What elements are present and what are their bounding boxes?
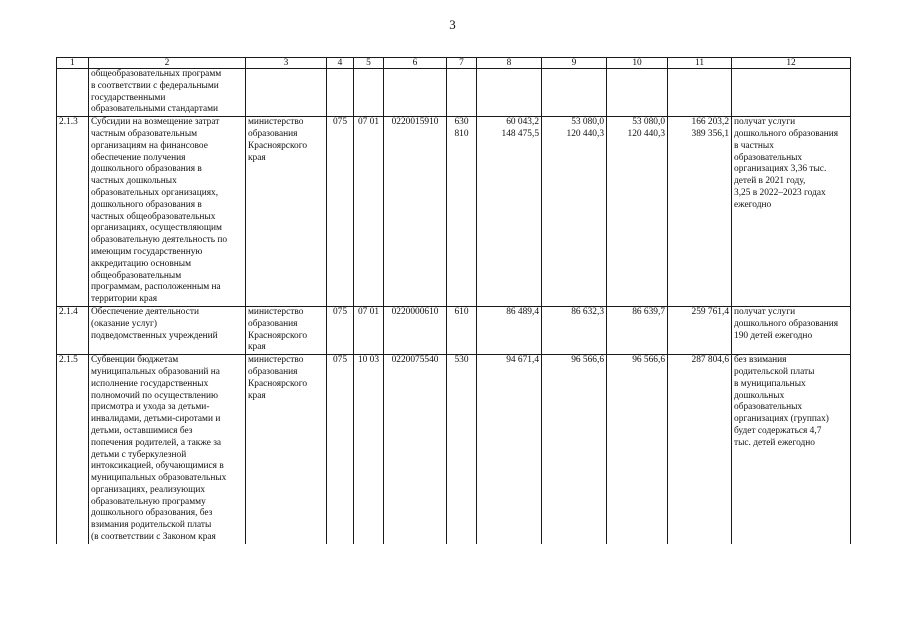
continuation-row xyxy=(57,69,851,117)
text-line: 630 xyxy=(454,117,469,128)
text-line: обеспечение получения xyxy=(91,152,186,163)
csr-cell: 0220015910 xyxy=(384,117,447,307)
year-2021-cell xyxy=(477,306,542,354)
text-line: частных общеобразовательных xyxy=(91,211,216,222)
text-line: организациях 3,36 тыс. xyxy=(734,164,827,175)
text-line: в частных xyxy=(734,140,774,151)
section-cell xyxy=(354,69,384,117)
text-line: исполнение государственных xyxy=(91,378,209,389)
text-line: образовательных xyxy=(734,402,803,413)
text-line: образовательных организациях, xyxy=(91,187,219,198)
text-line: 86 632,3 xyxy=(571,306,604,317)
year-2021-cell xyxy=(477,117,542,307)
text-line: края xyxy=(248,390,266,401)
csr-cell: 0220000610 xyxy=(384,306,447,354)
column-header: 10 xyxy=(607,58,668,69)
program-table xyxy=(56,57,851,544)
column-header: 12 xyxy=(732,58,851,69)
text-line: Субсидии на возмещение затрат xyxy=(91,117,220,128)
text-line: 810 xyxy=(454,128,469,139)
text-line: детьми с туберкулезной xyxy=(91,449,187,460)
vr-cell xyxy=(447,117,477,307)
section-cell: 07 01 xyxy=(354,117,384,307)
text-line: 610 xyxy=(454,306,469,317)
text-line: 166 203,2 xyxy=(691,117,729,128)
text-line: подведомственных учреждений xyxy=(91,330,218,341)
text-line: дошкольного образования в xyxy=(91,199,202,210)
text-line: без взимания xyxy=(734,355,787,366)
text-line: Красноярского xyxy=(248,378,308,389)
text-line: присмотра и ухода за детьми- xyxy=(91,402,210,413)
text-line: дошкольного образования xyxy=(734,318,839,329)
text-line: 94 671,4 xyxy=(506,355,539,366)
result-cell xyxy=(732,306,851,354)
text-line: взимания родительской платы xyxy=(91,520,212,531)
ministry-cell xyxy=(246,117,327,307)
text-line: Обеспечение деятельности xyxy=(91,306,200,317)
year-2021-cell xyxy=(477,355,542,544)
text-line: аккредитацию основным xyxy=(91,258,191,269)
grbs-cell: 075 xyxy=(327,355,354,544)
text-line: 3,25 в 2022–2023 годах xyxy=(734,187,826,198)
year-2023-cell xyxy=(607,355,668,544)
text-line: попечения родителей, а также за xyxy=(91,437,222,448)
total-cell xyxy=(668,355,732,544)
text-line: образования xyxy=(248,318,298,329)
text-line: 190 детей ежегодно xyxy=(734,330,813,341)
text-line: образовательную деятельность по xyxy=(91,235,228,246)
text-line: 120 440,3 xyxy=(627,128,665,139)
grbs-cell: 075 xyxy=(327,306,354,354)
text-line: в соответствии с федеральными xyxy=(91,80,219,91)
text-line: имеющим государственную xyxy=(91,246,203,257)
row-number-cell: 2.1.4 xyxy=(57,306,89,354)
text-line: интоксикацией, обучающимися в xyxy=(91,461,224,472)
text-line: получат услуги xyxy=(734,117,796,128)
result-cell xyxy=(732,355,851,544)
text-line: (в соответствии с Законом края xyxy=(91,532,216,543)
text-line: края xyxy=(248,152,266,163)
column-header: 9 xyxy=(542,58,607,69)
text-line: дошкольного образования xyxy=(734,128,839,139)
text-line: инвалидами, детьми-сиротами и xyxy=(91,414,221,425)
text-line: 259 761,4 xyxy=(691,306,729,317)
text-line: общеобразовательным xyxy=(91,270,182,281)
text-line: Красноярского xyxy=(248,140,308,151)
year-2022-cell xyxy=(542,69,607,117)
total-cell xyxy=(668,117,732,307)
text-line: министерство xyxy=(248,117,304,128)
text-line: дошкольного образования, без xyxy=(91,508,213,519)
text-line: организациях, осуществляющим xyxy=(91,223,222,234)
column-number-row xyxy=(57,58,851,69)
text-line: организациях, реализующих xyxy=(91,484,206,495)
text-line: дошкольных xyxy=(734,390,785,401)
column-header: 2 xyxy=(89,58,246,69)
table-row xyxy=(57,355,851,544)
row-number-cell xyxy=(57,69,89,117)
text-line: территории края xyxy=(91,294,158,305)
result-cell xyxy=(732,69,851,117)
text-line: частным образовательным xyxy=(91,128,198,139)
text-line: 120 440,3 xyxy=(566,128,604,139)
text-line: Субвенции бюджетам xyxy=(91,355,179,366)
text-line: министерство xyxy=(248,306,304,317)
text-line: организациях (группах) xyxy=(734,414,829,425)
ministry-cell xyxy=(246,355,327,544)
text-line: образовательную программу xyxy=(91,496,206,507)
text-line: края xyxy=(248,342,266,353)
column-header: 5 xyxy=(354,58,384,69)
table-row xyxy=(57,306,851,354)
text-line: образовательных xyxy=(734,152,803,163)
grbs-cell: 075 xyxy=(327,117,354,307)
column-header: 6 xyxy=(384,58,447,69)
text-line: 148 475,5 xyxy=(501,128,539,139)
text-line: муниципальных образовательных xyxy=(91,473,227,484)
text-line: программам, расположенным на xyxy=(91,282,221,293)
text-line: образования xyxy=(248,366,298,377)
text-line: 86 639,7 xyxy=(632,306,665,317)
text-line: государственными xyxy=(91,92,166,103)
measure-name-cell xyxy=(89,117,246,307)
text-line: будет содержаться 4,7 xyxy=(734,425,822,436)
column-header: 7 xyxy=(447,58,477,69)
total-cell xyxy=(668,69,732,117)
text-line: 53 080,0 xyxy=(632,117,665,128)
total-cell xyxy=(668,306,732,354)
text-line: 53 080,0 xyxy=(571,117,604,128)
measure-name-cell xyxy=(89,355,246,544)
year-2022-cell xyxy=(542,306,607,354)
row-number-cell: 2.1.5 xyxy=(57,355,89,544)
ministry-cell xyxy=(246,306,327,354)
page-number: 3 xyxy=(449,17,456,32)
vr-cell xyxy=(447,306,477,354)
column-header: 1 xyxy=(57,58,89,69)
text-line: образования xyxy=(248,128,298,139)
year-2021-cell xyxy=(477,69,542,117)
text-line: организациям на финансовое xyxy=(91,140,208,151)
text-line: дошкольного образования в xyxy=(91,164,202,175)
year-2023-cell xyxy=(607,69,668,117)
column-header: 11 xyxy=(668,58,732,69)
measure-name-cell xyxy=(89,306,246,354)
text-line: в муниципальных xyxy=(734,378,806,389)
year-2023-cell xyxy=(607,306,668,354)
column-header: 3 xyxy=(246,58,327,69)
csr-cell: 0220075540 xyxy=(384,355,447,544)
csr-cell xyxy=(384,69,447,117)
text-line: частных дошкольных xyxy=(91,176,177,187)
vr-cell xyxy=(447,69,477,117)
text-line: 96 566,6 xyxy=(632,355,665,366)
table-row xyxy=(57,117,851,307)
text-line: ежегодно xyxy=(734,199,772,210)
text-line: детьми, оставшимися без xyxy=(91,425,193,436)
text-line: общеобразовательных программ xyxy=(91,69,222,79)
text-line: тыс. детей ежегодно xyxy=(734,437,815,448)
text-line: 530 xyxy=(454,355,469,366)
row-number-cell: 2.1.3 xyxy=(57,117,89,307)
text-line: 86 489,4 xyxy=(506,306,539,317)
text-line: родительской платы xyxy=(734,366,815,377)
text-line: получат услуги xyxy=(734,306,796,317)
vr-cell xyxy=(447,355,477,544)
text-line: 389 356,1 xyxy=(691,128,729,139)
text-line: (оказание услуг) xyxy=(91,318,157,329)
column-header: 4 xyxy=(327,58,354,69)
text-line: муниципальных образований на xyxy=(91,366,220,377)
text-line: образовательными стандартами xyxy=(91,104,219,115)
year-2022-cell xyxy=(542,117,607,307)
text-line: 60 043,2 xyxy=(506,117,539,128)
text-line: министерство xyxy=(248,355,304,366)
section-cell: 07 01 xyxy=(354,306,384,354)
text-line: детей в 2021 году, xyxy=(734,176,806,187)
text-line: полномочий по осуществлению xyxy=(91,390,219,401)
text-line: 287 804,6 xyxy=(691,355,729,366)
year-2022-cell xyxy=(542,355,607,544)
ministry-cell xyxy=(246,69,327,117)
measure-name-cell xyxy=(89,69,246,117)
year-2023-cell xyxy=(607,117,668,307)
result-cell xyxy=(732,117,851,307)
text-line: 96 566,6 xyxy=(571,355,604,366)
section-cell: 10 03 xyxy=(354,355,384,544)
grbs-cell xyxy=(327,69,354,117)
column-header: 8 xyxy=(477,58,542,69)
text-line: Красноярского xyxy=(248,330,308,341)
